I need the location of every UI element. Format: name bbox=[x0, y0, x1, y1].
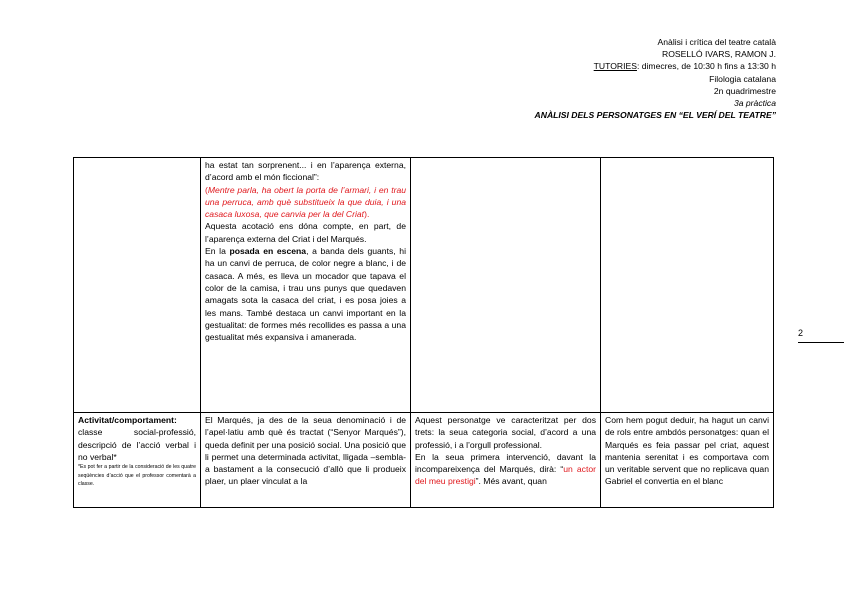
tutories-label: TUTORIES bbox=[593, 61, 637, 72]
table-row bbox=[74, 413, 774, 508]
cell-text: ”. Més avant, quan bbox=[475, 476, 547, 487]
degree-name: Filologia catalana bbox=[709, 73, 776, 84]
row1-marques-cell bbox=[201, 158, 411, 413]
practice-number: 3a pràctica bbox=[733, 98, 776, 109]
row1-label-cell bbox=[74, 158, 201, 413]
cell-text: ha estat tan sorprenent... i en l’aparença externa, d’acord amb el món ficcional”: bbox=[205, 160, 406, 183]
course-title: Anàlisi i crítica del teatre català bbox=[657, 37, 776, 47]
row1-criat-cell bbox=[411, 158, 601, 413]
stage-direction-quote bbox=[205, 185, 406, 220]
row-label-text: classe social-professió, descripció de l’acció verbal i no verbal* bbox=[78, 427, 196, 462]
page-number-rule bbox=[798, 342, 844, 343]
cell-text: Aquesta acotació ens dóna compte, en part, de l’aparença externa del Criat i del Marqués. bbox=[205, 221, 406, 244]
row2-criat-cell bbox=[411, 413, 601, 508]
cell-text: En la bbox=[205, 246, 230, 257]
analysis-table bbox=[73, 157, 774, 508]
cell-text: Com hem pogut deduir, ha hagut un canvi de rols entre ambdós personatges: quan el Marqués es feia passar pel criat, aquest mantenia serenitat i es comportava com un veritable servent que no replicava quan Gabriel el convertia en el blanc bbox=[605, 415, 769, 487]
row1-conclusion-cell bbox=[601, 158, 774, 413]
page-number: 2 bbox=[798, 328, 804, 338]
row2-label-cell bbox=[74, 413, 201, 508]
row2-conclusion-cell bbox=[601, 413, 774, 508]
cell-text: , a banda dels guants, hi ha un canvi de perruca, de color negre a blanc, i de casaca. A més, es lleva un mocador que tapava el color de la camisa, i trau uns punys que quedaven amagats sota la casaca del criat, i es posa joies a les mans. També destaca un canvi important en la gestualitat: de formes més recollides es passa a una gestualitat més expansiva i amanerada. bbox=[205, 246, 406, 343]
document-header bbox=[535, 36, 776, 121]
author-name: ROSELLÓ IVARS, RAMON J. bbox=[662, 49, 776, 60]
quote-open: ( bbox=[205, 184, 208, 195]
row-label-bold: Activitat/comportament: bbox=[78, 415, 177, 425]
cell-text: Aquest personatge ve caracteritzat per dos trets: la seua categoria social, d’acord a una professió, i a l’orgull professional. bbox=[415, 415, 596, 450]
quote-italic-text: Mentre parla, ha obert la porta de l’armari, i en trau una perruca, amb què substitueix la que duia, i una casaca luxosa, que canvia per la del Criat bbox=[205, 184, 406, 220]
cell-text: En la seua primera intervenció, davant la incompareixença del Marqués, dirà: “ bbox=[415, 451, 596, 475]
cell-text: El Marqués, ja des de la seua denominació i de l’apel·latiu amb què és tractat (“Senyor Marqués”), queda definit per una posició social. Una posició que li permet una determinada activitat, lligada –sembla- a bastament a la consecució d’allò que li produeix plaer, un plaer vinculat a la bbox=[205, 415, 406, 487]
row2-marques-cell bbox=[201, 413, 411, 508]
tutoring-hours bbox=[535, 60, 776, 72]
semester: 2n quadrimestre bbox=[713, 85, 776, 96]
quote-close: ). bbox=[364, 209, 370, 220]
quoted-line: un actor del meu prestigi bbox=[415, 464, 596, 487]
footnote-text: *Es pot fer a partir de la consideració de les quatre seqüències d’acció que el professor comentarà a classe. bbox=[78, 464, 196, 488]
tutories-text: : dimecres, de 10:30 h fins a 13:30 h bbox=[636, 61, 776, 72]
practice-title: ANÀLISI DELS PERSONATGES EN “EL VERÍ DEL TEATRE” bbox=[534, 110, 776, 121]
table-row bbox=[74, 158, 774, 413]
bold-term: posada en escena bbox=[229, 246, 307, 257]
